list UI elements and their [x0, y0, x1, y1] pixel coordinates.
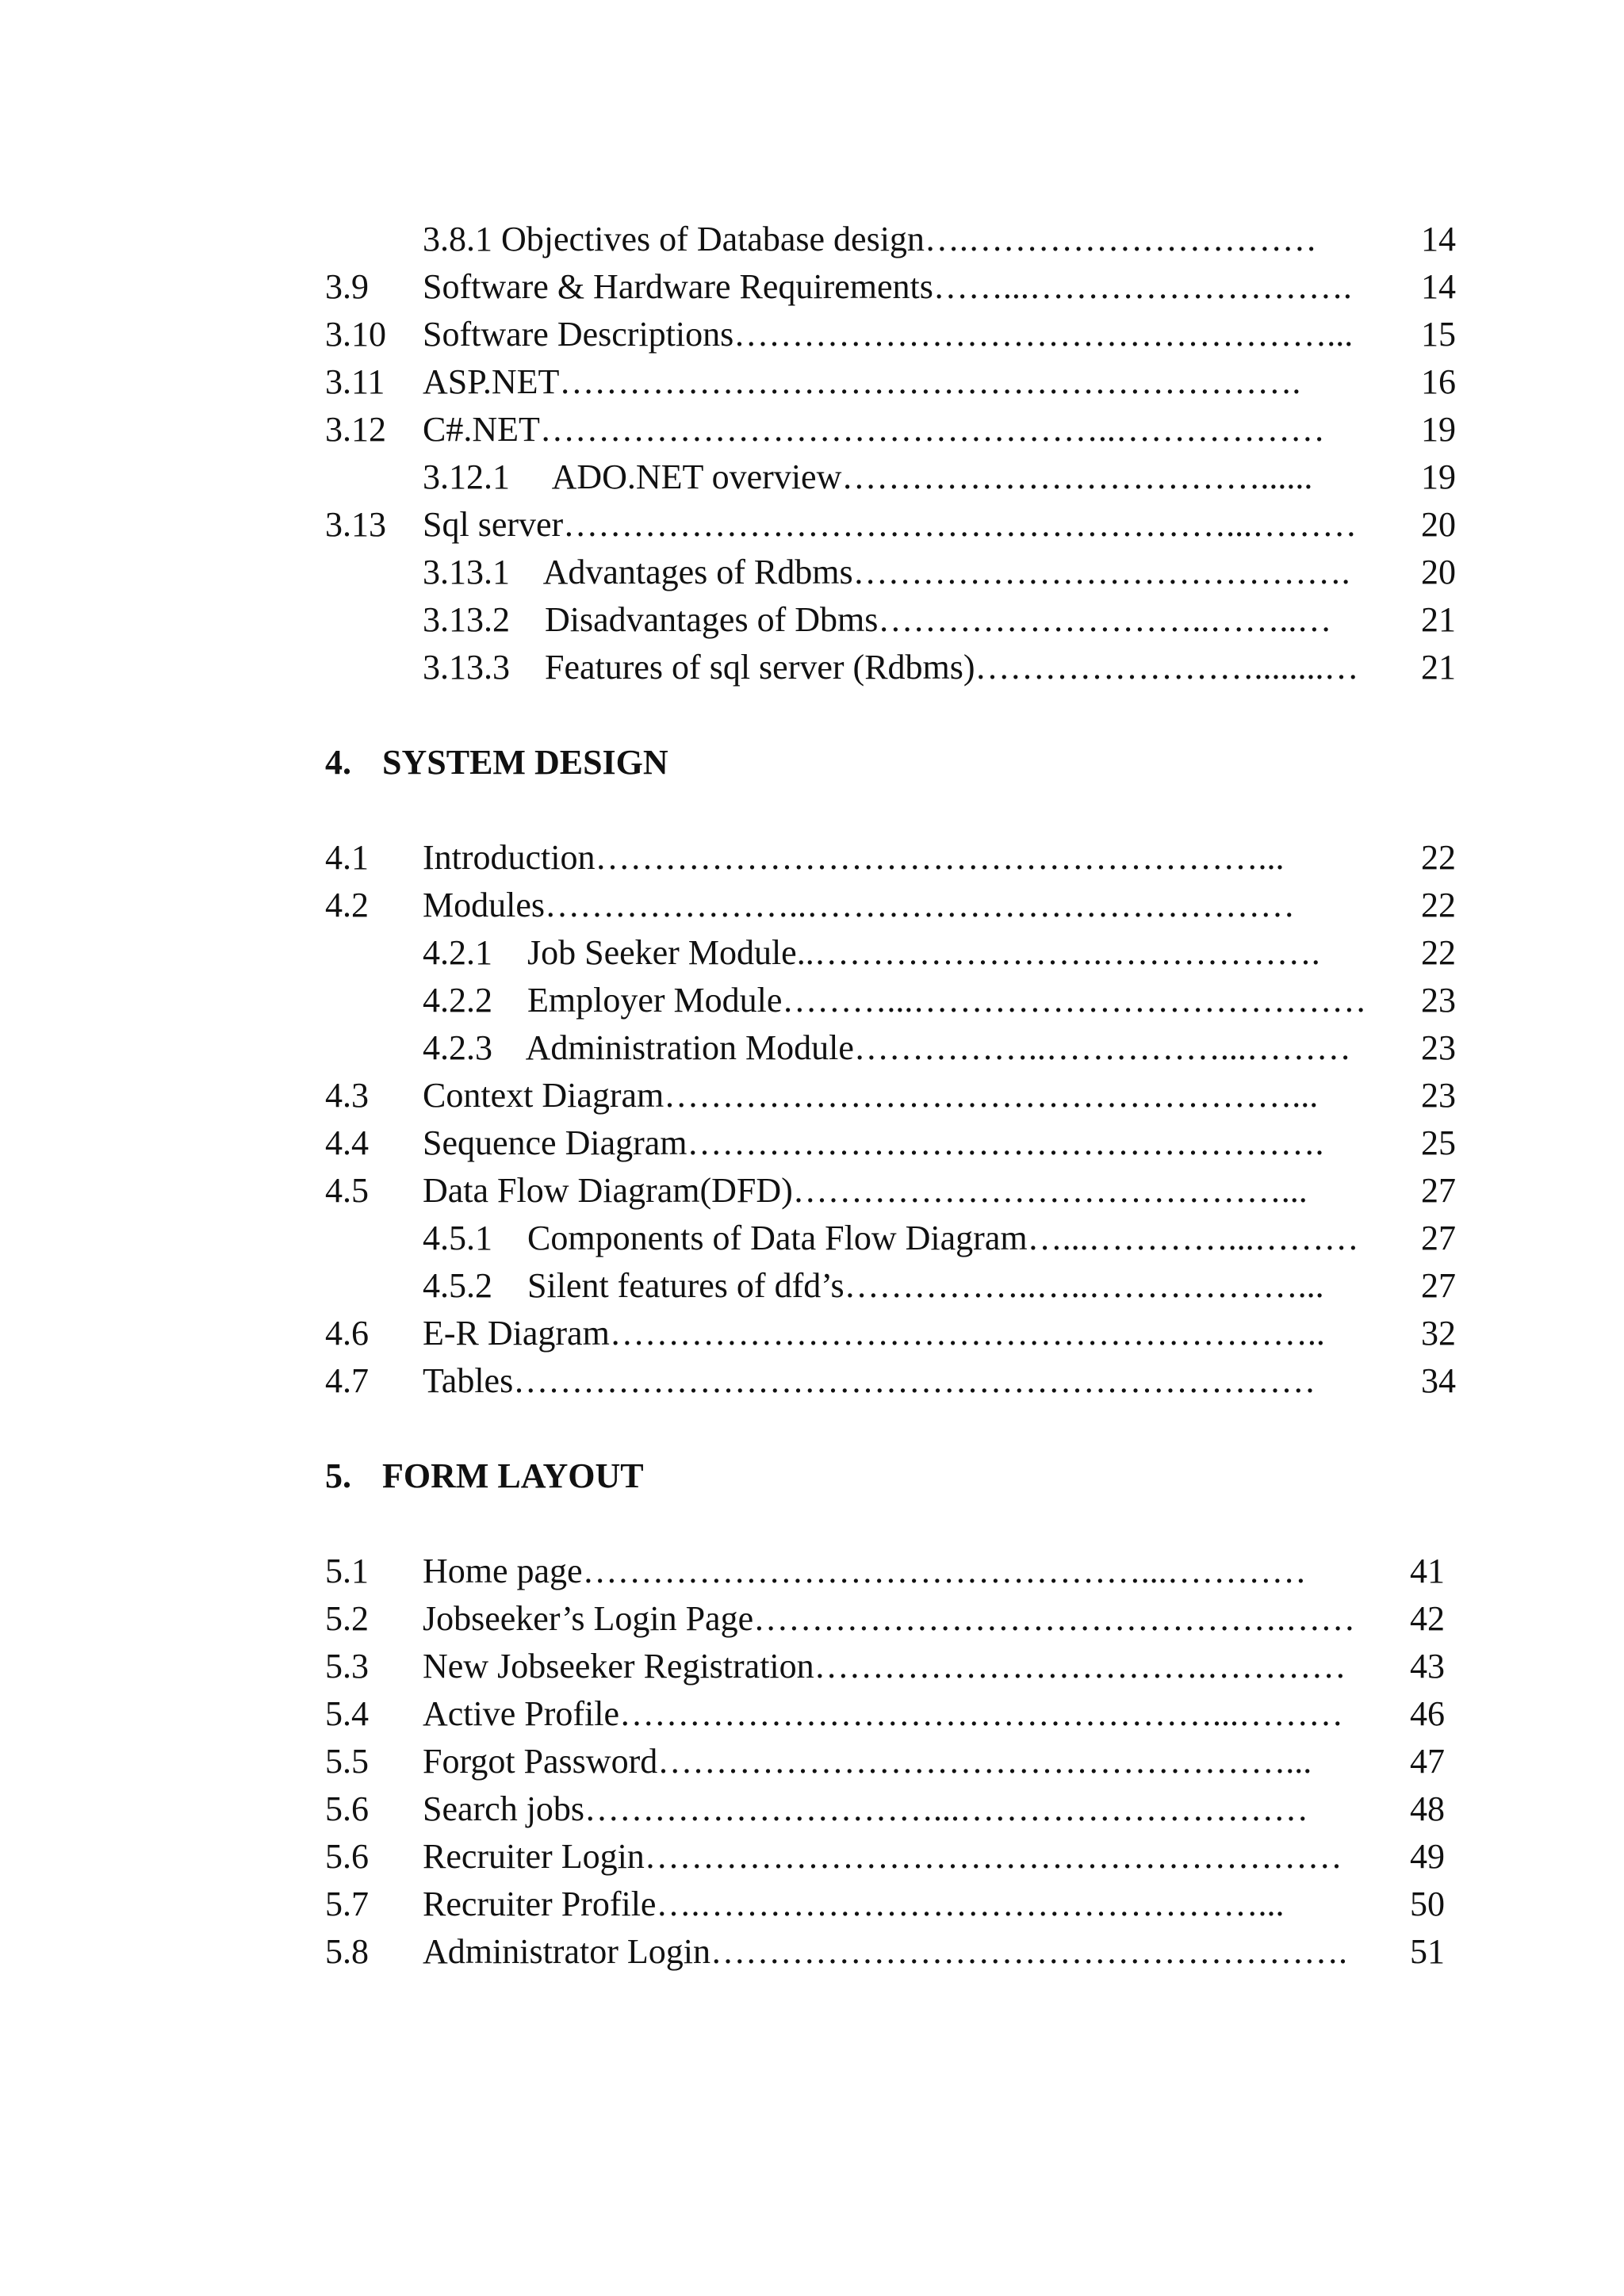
entry-page: 22 — [1421, 886, 1456, 924]
entry-page: 47 — [1410, 1742, 1445, 1781]
entry-title: Modules…………………..…………………………………… — [423, 886, 1295, 924]
entry-page: 14 — [1421, 220, 1456, 258]
entry-page: 22 — [1421, 838, 1456, 877]
toc-entry — [0, 1881, 1624, 1928]
entry-title: 4.2.3 Administration Module……………..……………...……… — [423, 1028, 1351, 1067]
entry-page: 48 — [1410, 1789, 1445, 1828]
entry-number: 4.4 — [325, 1123, 369, 1162]
entry-number: 5.2 — [325, 1599, 369, 1638]
entry-title: 3.13.1 Advantages of Rdbms……………………………………. — [423, 553, 1350, 591]
entry-page: 19 — [1421, 410, 1456, 449]
entry-page: 25 — [1421, 1123, 1456, 1162]
entry-page: 41 — [1410, 1552, 1445, 1590]
entry-title: Active Profile……………………………………………...……… — [423, 1694, 1344, 1733]
toc-entry — [0, 1548, 1624, 1595]
entry-number: 3.11 — [325, 362, 385, 401]
entry-title: Introduction…………………………………………………... — [423, 838, 1285, 877]
entry-title: New Jobseeker Registration…………………………….………… — [423, 1647, 1346, 1686]
entry-page: 34 — [1421, 1361, 1456, 1400]
entry-number: 5.5 — [325, 1742, 369, 1781]
entry-number: 4.7 — [325, 1361, 369, 1400]
entry-number: 4.2 — [325, 886, 369, 924]
entry-title: ASP.NET………………………………………………………. — [423, 362, 1301, 401]
entry-title: 4.2.1 Job Seeker Module..…………………….………………. — [423, 933, 1320, 972]
entry-number: 3.13 — [325, 505, 386, 544]
toc-entry — [0, 882, 1624, 929]
entry-title: 4.5.2 Silent features of dfd’s……………..…..………………... — [423, 1266, 1324, 1305]
entry-page: 49 — [1410, 1837, 1445, 1876]
entry-page: 43 — [1410, 1647, 1445, 1686]
toc-entry — [0, 596, 1624, 644]
entry-page: 15 — [1421, 315, 1456, 354]
entry-title: 3.8.1 Objectives of Database design….………………………… — [423, 220, 1317, 258]
entry-number: 3.10 — [325, 315, 386, 354]
toc-entry — [0, 1643, 1624, 1690]
entry-title: Software Descriptions……………………………………………... — [423, 315, 1354, 354]
entry-page: 27 — [1421, 1219, 1456, 1257]
toc-entry — [0, 1690, 1624, 1738]
entry-title: 4.2.2 Employer Module………...………………………………… — [423, 981, 1367, 1020]
entry-page: 23 — [1421, 1076, 1456, 1115]
section-heading-number: 4. — [325, 743, 351, 782]
entry-page: 14 — [1421, 267, 1456, 306]
toc-entry — [0, 644, 1624, 691]
toc-entry — [0, 216, 1624, 263]
entry-number: 5.6 — [325, 1837, 369, 1876]
entry-page: 27 — [1421, 1266, 1456, 1305]
toc-entry — [0, 453, 1624, 501]
entry-number: 4.6 — [325, 1314, 369, 1353]
entry-page: 32 — [1421, 1314, 1456, 1353]
entry-title: 3.13.3 Features of sql server (Rdbms)……………………........… — [423, 648, 1359, 687]
entry-page: 23 — [1421, 1028, 1456, 1067]
toc-entry — [0, 1024, 1624, 1072]
toc-entry — [0, 1595, 1624, 1643]
entry-page: 27 — [1421, 1171, 1456, 1210]
entry-number: 5.1 — [325, 1552, 369, 1590]
toc-entry — [0, 1167, 1624, 1215]
entry-title: E-R Diagram…………………………………………………….. — [423, 1314, 1325, 1353]
entry-page: 20 — [1421, 553, 1456, 591]
entry-page: 20 — [1421, 505, 1456, 544]
toc-entry — [0, 1928, 1624, 1976]
entry-page: 21 — [1421, 648, 1456, 687]
entry-number: 5.4 — [325, 1694, 369, 1733]
entry-title: Sequence Diagram………………………………………………. — [423, 1123, 1324, 1162]
section-heading-number: 5. — [325, 1456, 351, 1495]
entry-number: 4.5 — [325, 1171, 369, 1210]
section-heading — [325, 1452, 644, 1500]
entry-title: 4.5.1 Components of Data Flow Diagram…...…………...……… — [423, 1219, 1359, 1257]
toc-entry — [0, 929, 1624, 977]
entry-page: 42 — [1410, 1599, 1445, 1638]
entry-title: Administrator Login………………………………………………. — [423, 1932, 1347, 1971]
toc-entry — [0, 1738, 1624, 1785]
toc-entry — [0, 1072, 1624, 1119]
toc-entry — [0, 1215, 1624, 1262]
section-heading-title: SYSTEM DESIGN — [382, 743, 668, 782]
entry-number: 4.3 — [325, 1076, 369, 1115]
entry-title: 3.13.2 Disadvantages of Dbms………………………..……..… — [423, 600, 1332, 639]
entry-number: 3.9 — [325, 267, 369, 306]
toc-entry — [0, 977, 1624, 1024]
toc-entry — [0, 1785, 1624, 1833]
entry-title: Recruiter Login…………………………………………………… — [423, 1837, 1342, 1876]
entry-title: Jobseeker’s Login Page……………………………………….…… — [423, 1599, 1356, 1638]
entry-number: 4.1 — [325, 838, 369, 877]
toc-entry — [0, 1310, 1624, 1357]
toc-entry — [0, 549, 1624, 596]
entry-title: Tables…………………………………………………………… — [423, 1361, 1316, 1400]
entry-page: 51 — [1410, 1932, 1445, 1971]
toc-entry — [0, 1357, 1624, 1405]
entry-title: Context Diagram………………………………………………... — [423, 1076, 1319, 1115]
toc-entry — [0, 1119, 1624, 1167]
toc-entry — [0, 1833, 1624, 1881]
toc-entry — [0, 834, 1624, 882]
entry-page: 19 — [1421, 457, 1456, 496]
entry-page: 21 — [1421, 600, 1456, 639]
entry-title: Search jobs…………………………...………………………… — [423, 1789, 1309, 1828]
entry-number: 5.8 — [325, 1932, 369, 1971]
entry-title: Data Flow Diagram(DFD)……………………………………... — [423, 1171, 1308, 1210]
entry-title: C#.NET…………………………………………..……………… — [423, 410, 1325, 449]
toc-entry — [0, 263, 1624, 311]
toc-entry — [0, 311, 1624, 358]
entry-title: Recruiter Profile….…………………………………………... — [423, 1885, 1285, 1923]
entry-page: 16 — [1421, 362, 1456, 401]
entry-title: Home page…………………………………………...………… — [423, 1552, 1307, 1590]
entry-number: 5.6 — [325, 1789, 369, 1828]
entry-page: 23 — [1421, 981, 1456, 1020]
entry-title: Software & Hardware Requirements……...………………………. — [423, 267, 1352, 306]
entry-page: 22 — [1421, 933, 1456, 972]
entry-title: 3.12.1 ADO.NET overview………………………………...... — [423, 457, 1313, 496]
toc-entry — [0, 406, 1624, 453]
section-heading — [325, 739, 668, 786]
entry-title: Forgot Password………………………………………………... — [423, 1742, 1312, 1781]
entry-title: Sql server…………………………………………………...……… — [423, 505, 1358, 544]
toc-entry — [0, 501, 1624, 549]
section-heading-title: FORM LAYOUT — [382, 1456, 644, 1495]
toc-entry — [0, 1262, 1624, 1310]
entry-number: 5.7 — [325, 1885, 369, 1923]
entry-page: 46 — [1410, 1694, 1445, 1733]
entry-number: 3.12 — [325, 410, 386, 449]
entry-number: 5.3 — [325, 1647, 369, 1686]
toc-entry — [0, 358, 1624, 406]
entry-page: 50 — [1410, 1885, 1445, 1923]
